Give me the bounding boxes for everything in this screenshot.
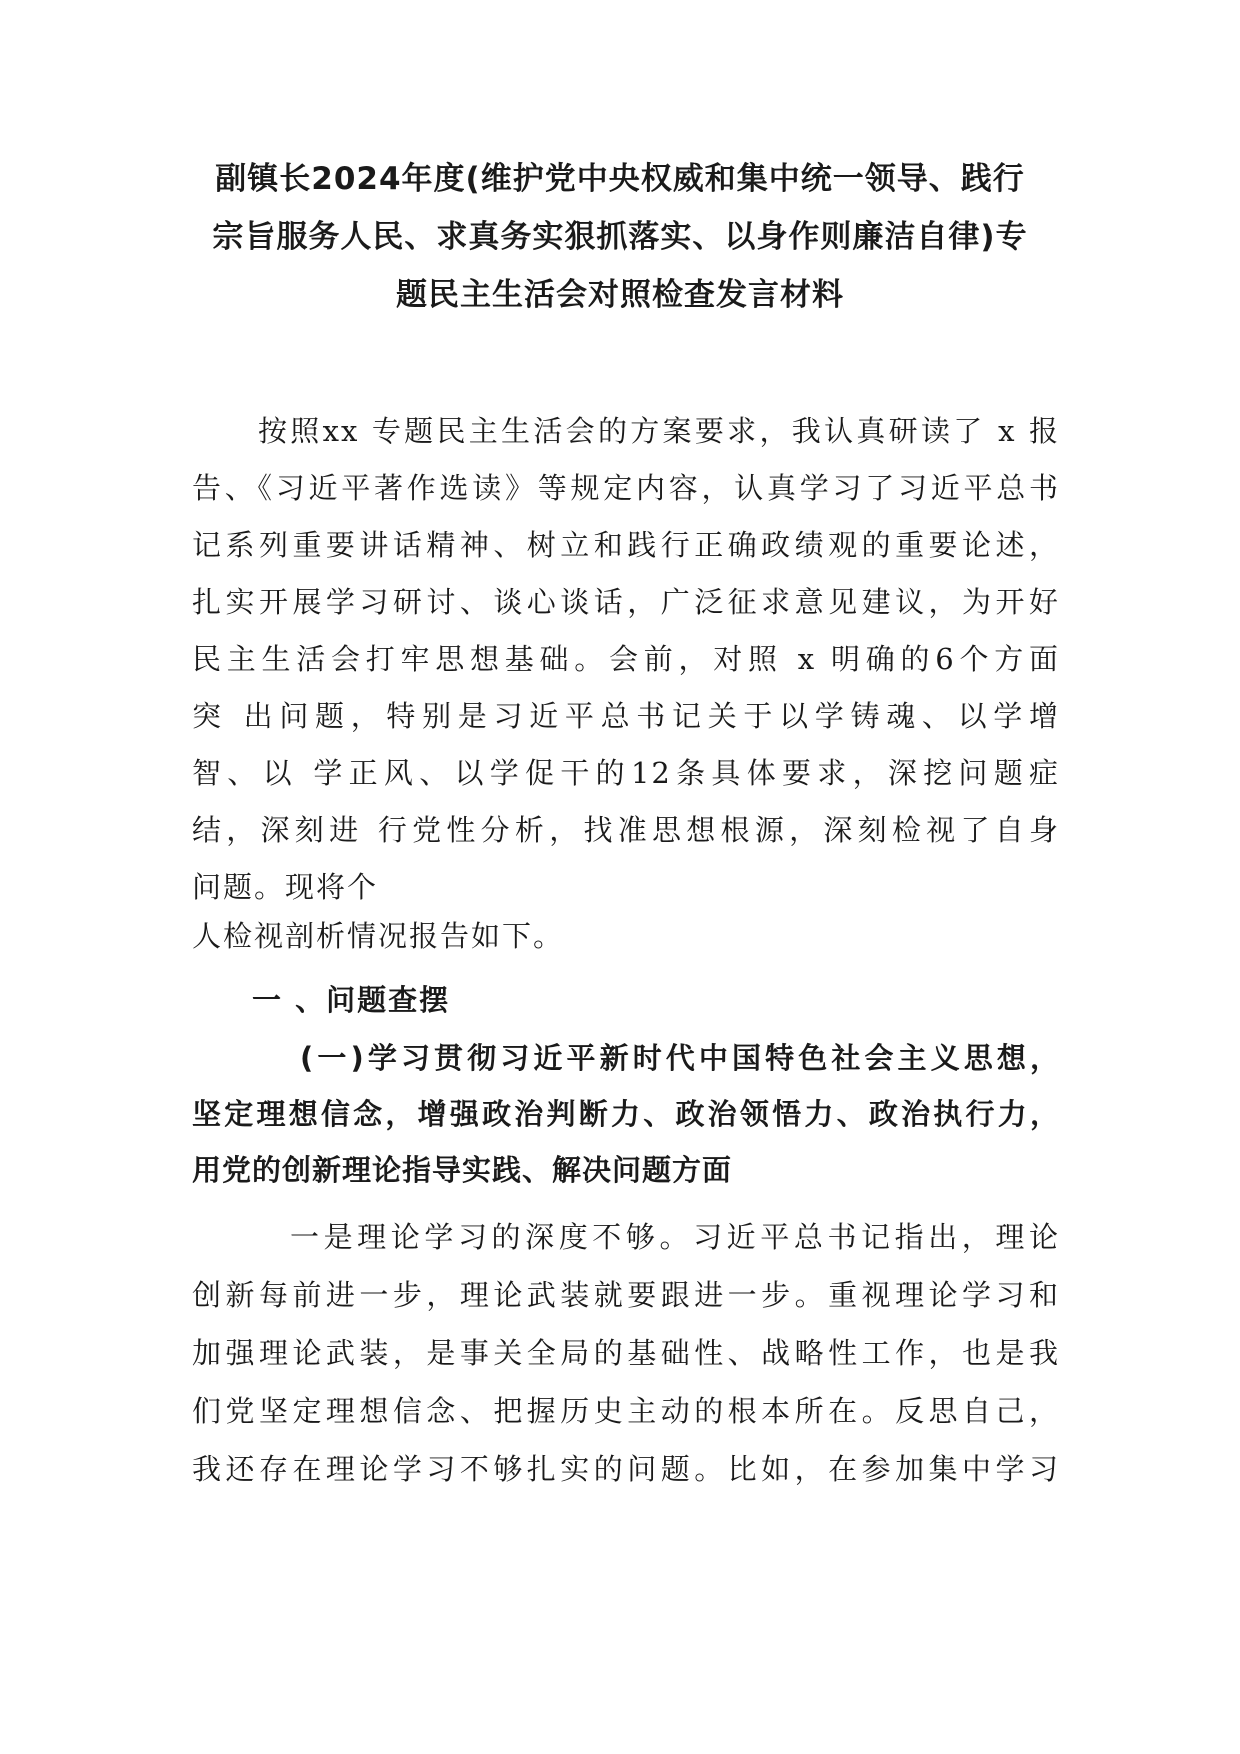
document-title (180, 150, 1060, 324)
paragraph-line: 智、以 学正风、以学促干的12条具体要求，深挖问题症 (192, 756, 1060, 790)
paragraph-line: 人检视剖析情况报告如下。 (192, 919, 565, 953)
paragraph-line: 结，深刻进 行党性分析，找准思想根源，深刻检视了自身 (192, 813, 1060, 847)
intro-paragraph (192, 403, 1060, 956)
heading-line: 用党的创新理论指导实践、解决问题方面 (192, 1153, 733, 1187)
title-line: 副镇长2024年度(维护党中央权威和集中统一领导、践行 (215, 161, 1025, 197)
paragraph-line: 创新每前进一步，理论武装就要跟进一步。重视理论学习和 (192, 1278, 1060, 1312)
heading-line: 坚定理想信念，增强政治判断力、政治领悟力、政治执行力， (192, 1097, 1060, 1131)
paragraph-line: 我还存在理论学习不够扎实的问题。比如，在参加集中学习 (192, 1452, 1060, 1486)
paragraph-line: 民主生活会打牢思想基础。会前，对照 x 明确的6个方面 (192, 642, 1060, 676)
body-paragraph (192, 1208, 1060, 1498)
title-line: 题民主生活会对照检查发言材料 (396, 277, 844, 313)
paragraph-line: 一是理论学习的深度不够。习近平总书记指出，理论 (290, 1220, 1060, 1254)
paragraph-line: 告、《习近平著作选读》等规定内容，认真学习了习近平总书 (192, 471, 1060, 505)
paragraph-line: 按照xx 专题民主生活会的方案要求，我认真研读了 x 报 (258, 414, 1060, 448)
heading-line: (一)学习贯彻习近平新时代中国特色社会主义思想， (300, 1041, 1060, 1075)
paragraph-line: 突 出问题，特别是习近平总书记关于以学铸魂、以学增 (192, 699, 1060, 733)
paragraph-line: 扎实开展学习研讨、谈心谈话，广泛征求意见建议，为开好 (192, 585, 1060, 619)
paragraph-line: 记系列重要讲话精神、树立和践行正确政绩观的重要论述， (192, 528, 1060, 562)
paragraph-line: 加强理论武装，是事关全局的基础性、战略性工作，也是我 (192, 1336, 1060, 1370)
subsection-heading (192, 1030, 1060, 1198)
section-heading: 一 、问题查摆 (252, 983, 451, 1017)
paragraph-line: 们党坚定理想信念、把握历史主动的根本所在。反思自己， (192, 1394, 1060, 1428)
title-line: 宗旨服务人民、求真务实狠抓落实、以身作则廉洁自律)专 (212, 219, 1028, 255)
paragraph-line: 问题。现将个 (192, 870, 379, 904)
